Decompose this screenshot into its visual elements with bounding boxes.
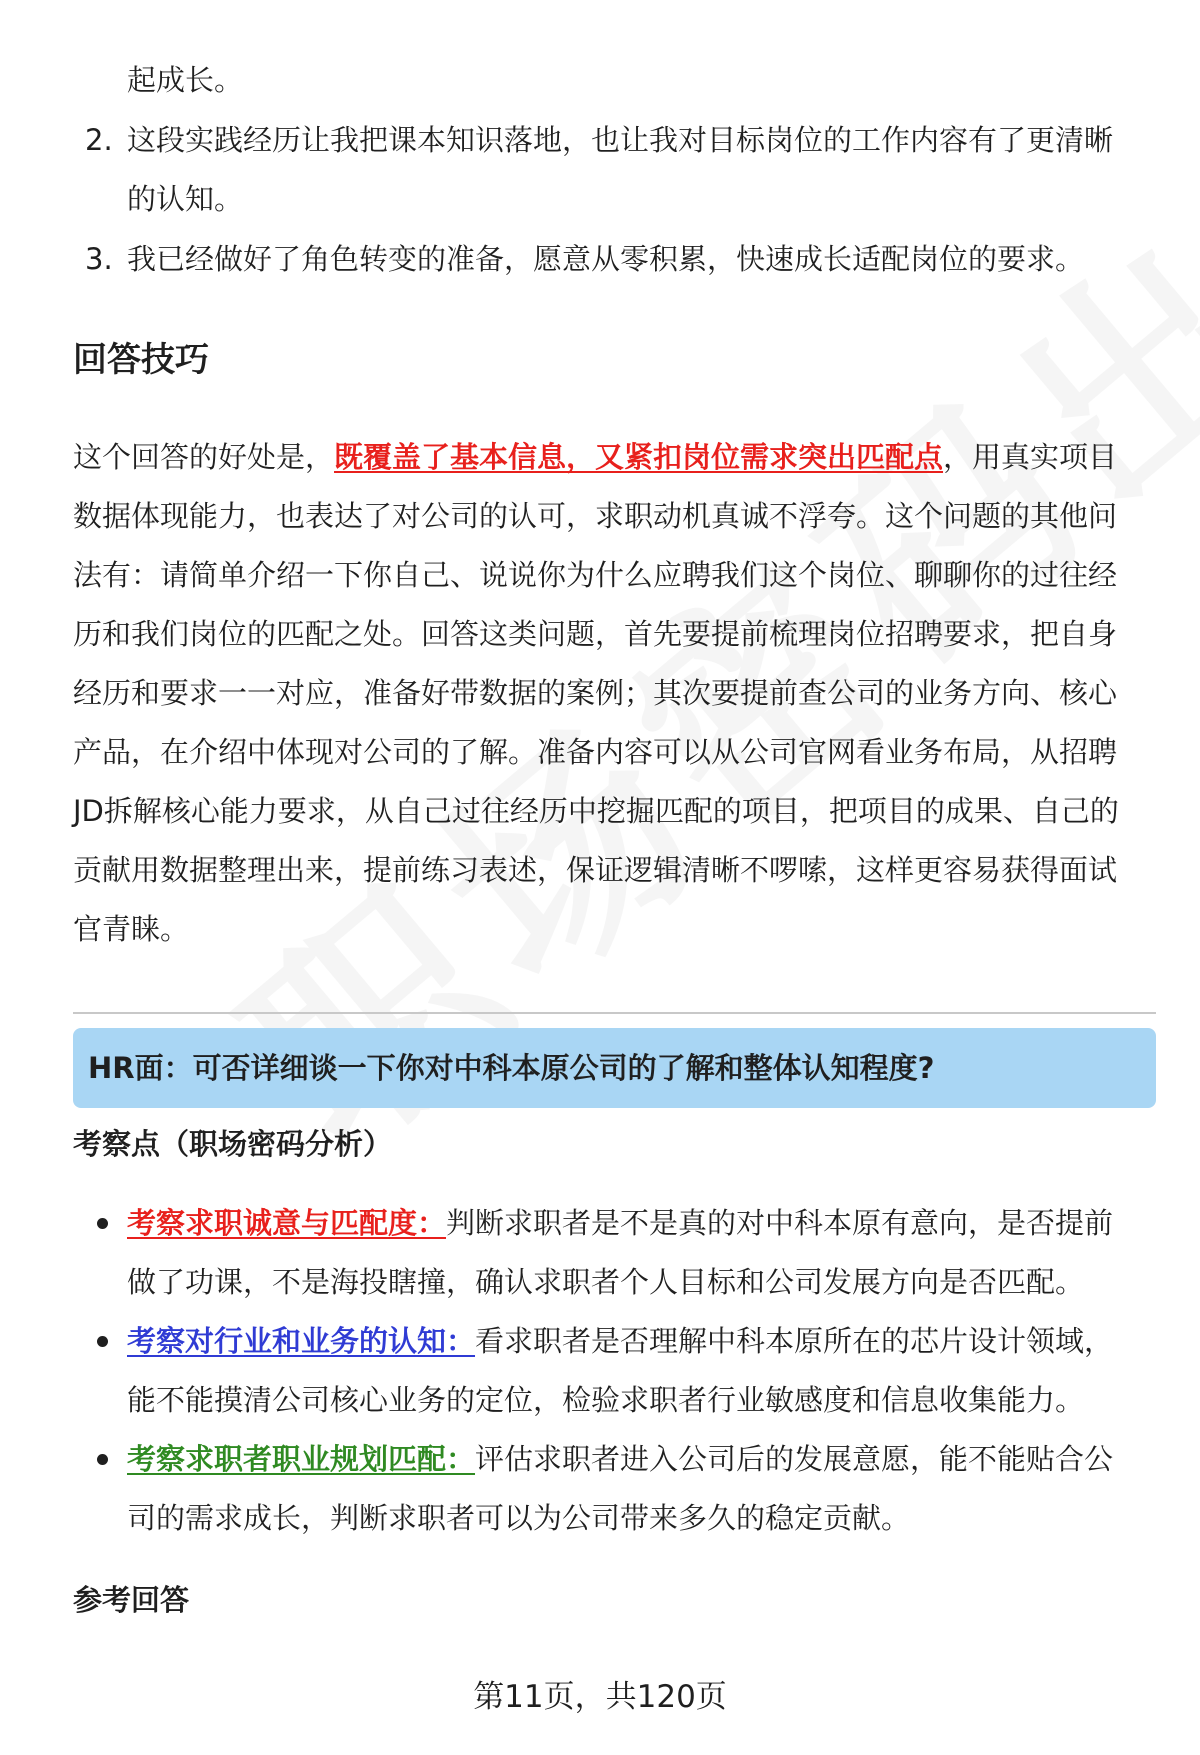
bullet-dot <box>97 1218 108 1229</box>
bullet-1-line-2: 做了功课，不是海投瞎撞，确认求职者个人目标和公司发展方向是否匹配。 <box>127 1265 1085 1299</box>
bullet-2-line-2: 能不能摸清公司核心业务的定位，检验求职者行业敏感度和信息收集能力。 <box>127 1383 1085 1417</box>
list-item-3-line-1: 我已经做好了角色转变的准备，愿意从零积累，快速成长适配岗位的要求。 <box>127 242 1085 276</box>
list-item-2-line-1: 这段实践经历让我把课本知识落地，也让我对目标岗位的工作内容有了更清晰 <box>127 123 1114 157</box>
reference-heading: 参考回答 <box>73 1583 190 1617</box>
tips-line-1 <box>73 437 1117 477</box>
tips-line-4: 历和我们岗位的匹配之处。回答这类问题，首先要提前梳理岗位招聘要求，把自身 <box>73 617 1118 651</box>
tips-line-8: 贡献用数据整理出来，提前练习表述，保证逻辑清晰不啰嗦，这样更容易获得面试 <box>73 853 1118 887</box>
bullet-dot <box>97 1336 108 1347</box>
bullet-2-text: 看求职者是否理解中科本原所在的芯片设计领域， <box>475 1324 1114 1358</box>
tips-line-2: 数据体现能力，也表达了对公司的认可，求职动机真诚不浮夸。这个问题的其他问 <box>73 499 1118 533</box>
bullet-2-line-1 <box>127 1321 1113 1361</box>
bullet-1-label: 考察求职诚意与匹配度： <box>127 1206 447 1240</box>
bullet-2-label: 考察对行业和业务的认知： <box>127 1324 476 1358</box>
page-number: 第11页，共120页 <box>473 1679 727 1715</box>
bullet-3-line-2: 司的需求成长，判断求职者可以为公司带来多久的稳定贡献。 <box>127 1501 911 1535</box>
tips-line-1-prefix: 这个回答的好处是， <box>73 440 335 474</box>
tips-highlight: 既覆盖了基本信息，又紧扣岗位需求突出匹配点 <box>334 440 944 474</box>
bullet-1-line-1 <box>127 1203 1113 1243</box>
bullet-3-label: 考察求职者职业规划匹配： <box>127 1442 476 1476</box>
analysis-heading: 考察点（职场密码分析） <box>73 1127 393 1161</box>
tips-line-7: JD拆解核心能力要求，从自己过往经历中挖掘匹配的项目，把项目的成果、自己的 <box>73 794 1119 828</box>
tips-line-3: 法有：请简单介绍一下你自己、说说你为什么应聘我们这个岗位、聊聊你的过往经 <box>73 558 1118 592</box>
list-item-2-line-2: 的认知。 <box>127 182 244 216</box>
list-item-1-tail: 起成长。 <box>127 63 244 97</box>
bullet-dot <box>97 1454 108 1465</box>
bullet-1-text: 判断求职者是不是真的对中科本原有意向，是否提前 <box>446 1206 1114 1240</box>
list-number-3: 3. <box>85 242 113 276</box>
list-number-2: 2. <box>85 123 113 157</box>
tips-line-1-suffix: ，用真实项目 <box>943 440 1118 474</box>
tips-heading: 回答技巧 <box>73 340 209 380</box>
tips-line-9: 官青睐。 <box>73 912 190 946</box>
tips-line-6: 产品，在介绍中体现对公司的了解。准备内容可以从公司官网看业务布局，从招聘 <box>73 735 1118 769</box>
question-text: HR面：可否详细谈一下你对中科本原公司的了解和整体认知程度? <box>88 1051 935 1085</box>
bullet-3-line-1 <box>127 1439 1113 1479</box>
tips-line-5: 经历和要求一一对应，准备好带数据的案例；其次要提前查公司的业务方向、核心 <box>73 676 1118 710</box>
bullet-3-text: 评估求职者进入公司后的发展意愿，能不能贴合公 <box>475 1442 1114 1476</box>
section-divider <box>73 1012 1156 1014</box>
question-box <box>73 1028 1156 1108</box>
